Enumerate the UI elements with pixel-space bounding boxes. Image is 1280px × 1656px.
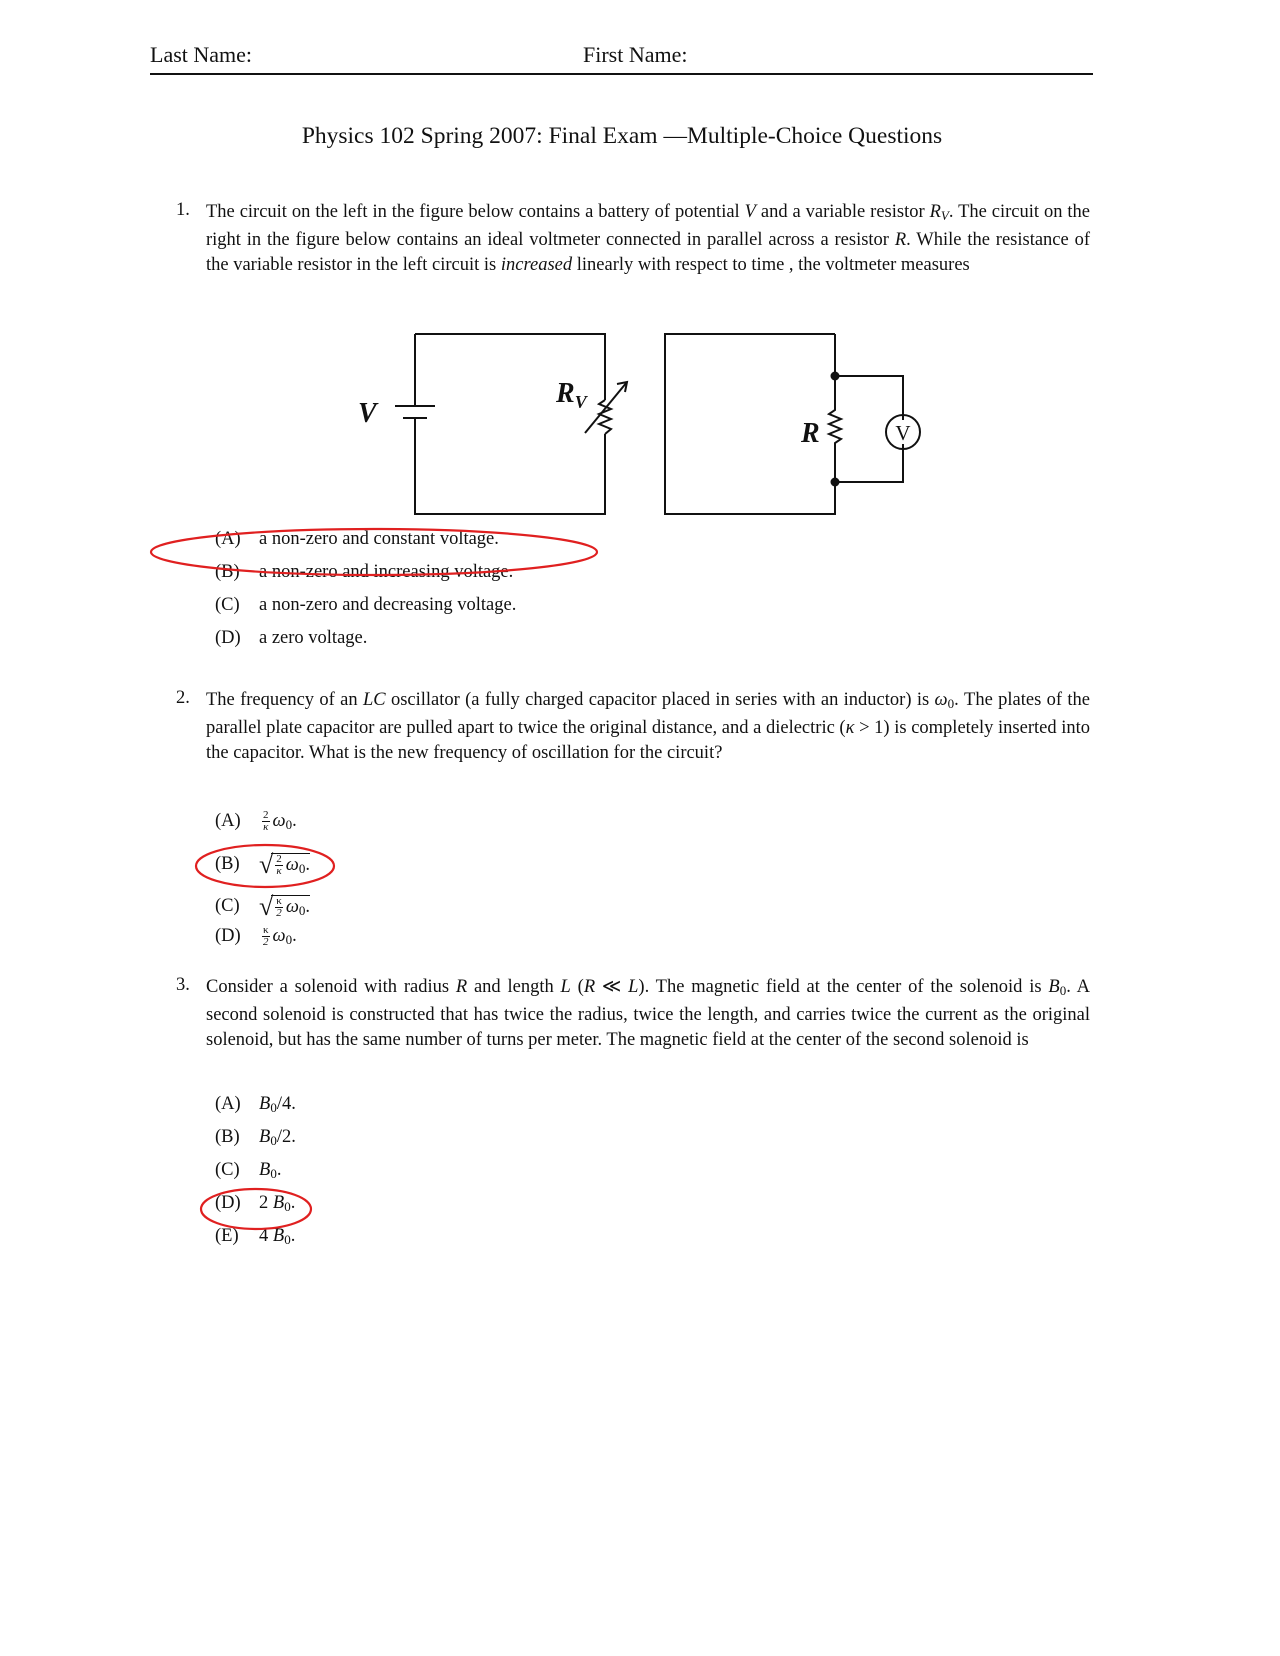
q1-option-d[interactable]: (D) a zero voltage. [215,628,368,648]
q1-option-b[interactable]: (B) a non-zero and increasing voltage. [215,562,514,582]
right-circuit [665,334,920,514]
square-root: √ $\frac{2}{\kappa}$ $\omega_0$. [259,850,310,879]
question-2-text: The frequency of an LC oscillator (a fully charged capacitor placed in series with an inductor) is $\omega_0$. The plates of the parallel plate capacitor are pulled apart to twice the original distance, and a dielectric (κ > 1) is completely inserted into the capacitor. What is the new frequency of oscillation for the circuit? [206,690,1091,763]
square-root: √ $\frac{\kappa}{2}$ $\omega_0$. [259,892,311,921]
q1-option-a[interactable]: (A) a non-zero and constant voltage. [215,529,499,549]
last-name-label: Last Name: [150,42,253,67]
q2-option-c[interactable]: (C) √ $\frac{\kappa}{2}$ $\omega_0$. [215,892,311,921]
junction-top [831,372,840,381]
voltmeter-label: V [895,421,911,445]
name-line [150,73,1093,75]
q3-option-d[interactable]: (D) 2 $B_0$. [215,1193,296,1214]
page-title: Physics 102 Spring 2007: Final Exam —Multiple-Choice Questions [301,123,943,149]
question-3-number: 3. [176,975,190,995]
q3-option-a[interactable]: (A) $B_0/4$. [215,1094,296,1115]
question-2-number: 2. [176,688,190,708]
q2-option-a[interactable]: (A) $\frac{2}{\kappa}$ $\omega_0$. [215,809,297,833]
var-resistor-label: $R_V$ [556,378,587,412]
first-name-label: First Name: [583,42,688,67]
q3-option-e[interactable]: (E) 4 $B_0$. [215,1226,296,1247]
q3-option-b[interactable]: (B) $B_0/2$. [215,1127,296,1148]
fraction: $\frac{2}{\kappa}$ [263,809,269,833]
q2-option-b[interactable]: (B) √ $\frac{2}{\kappa}$ $\omega_0$. [215,850,310,879]
left-circuit [395,334,627,514]
battery-label: V [358,398,377,429]
resistor [829,376,841,482]
circuit-figure [340,320,940,520]
fraction: $\frac{2}{\kappa}$ [276,852,282,877]
question-1-number: 1. [176,200,190,220]
question-1-text: The circuit on the left in the figure below contains a battery of potential V and a variable resistor $R_V$. The circuit on the right in the figure below contains an ideal voltmeter connected in parallel across a resistor R. While the resistance of the variable resistor in the left circuit is increased linearly with respect to time , the voltmeter measures [206,202,1090,275]
fraction: $\frac{\kappa}{2}$ [263,924,269,948]
resistor-label: R [801,418,820,449]
q2-option-d[interactable]: (D) $\frac{\kappa}{2}$ $\omega_0$. [215,924,297,948]
junction-bottom [831,478,840,487]
fraction: $\frac{\kappa}{2}$ [276,894,282,919]
q3-option-c[interactable]: (C) $B_0$. [215,1160,282,1181]
question-3-text: Consider a solenoid with radius R and length L (R ≪ L). The magnetic field at the center of the solenoid is $B_0$. A second solenoid is constructed that has twice the radius, twice the length, and carries twice the current as the original solenoid, but has the same number of turns per meter. The magnetic field at the center of the second solenoid is [206,977,1090,1050]
q1-option-c[interactable]: (C) a non-zero and decreasing voltage. [215,595,517,615]
